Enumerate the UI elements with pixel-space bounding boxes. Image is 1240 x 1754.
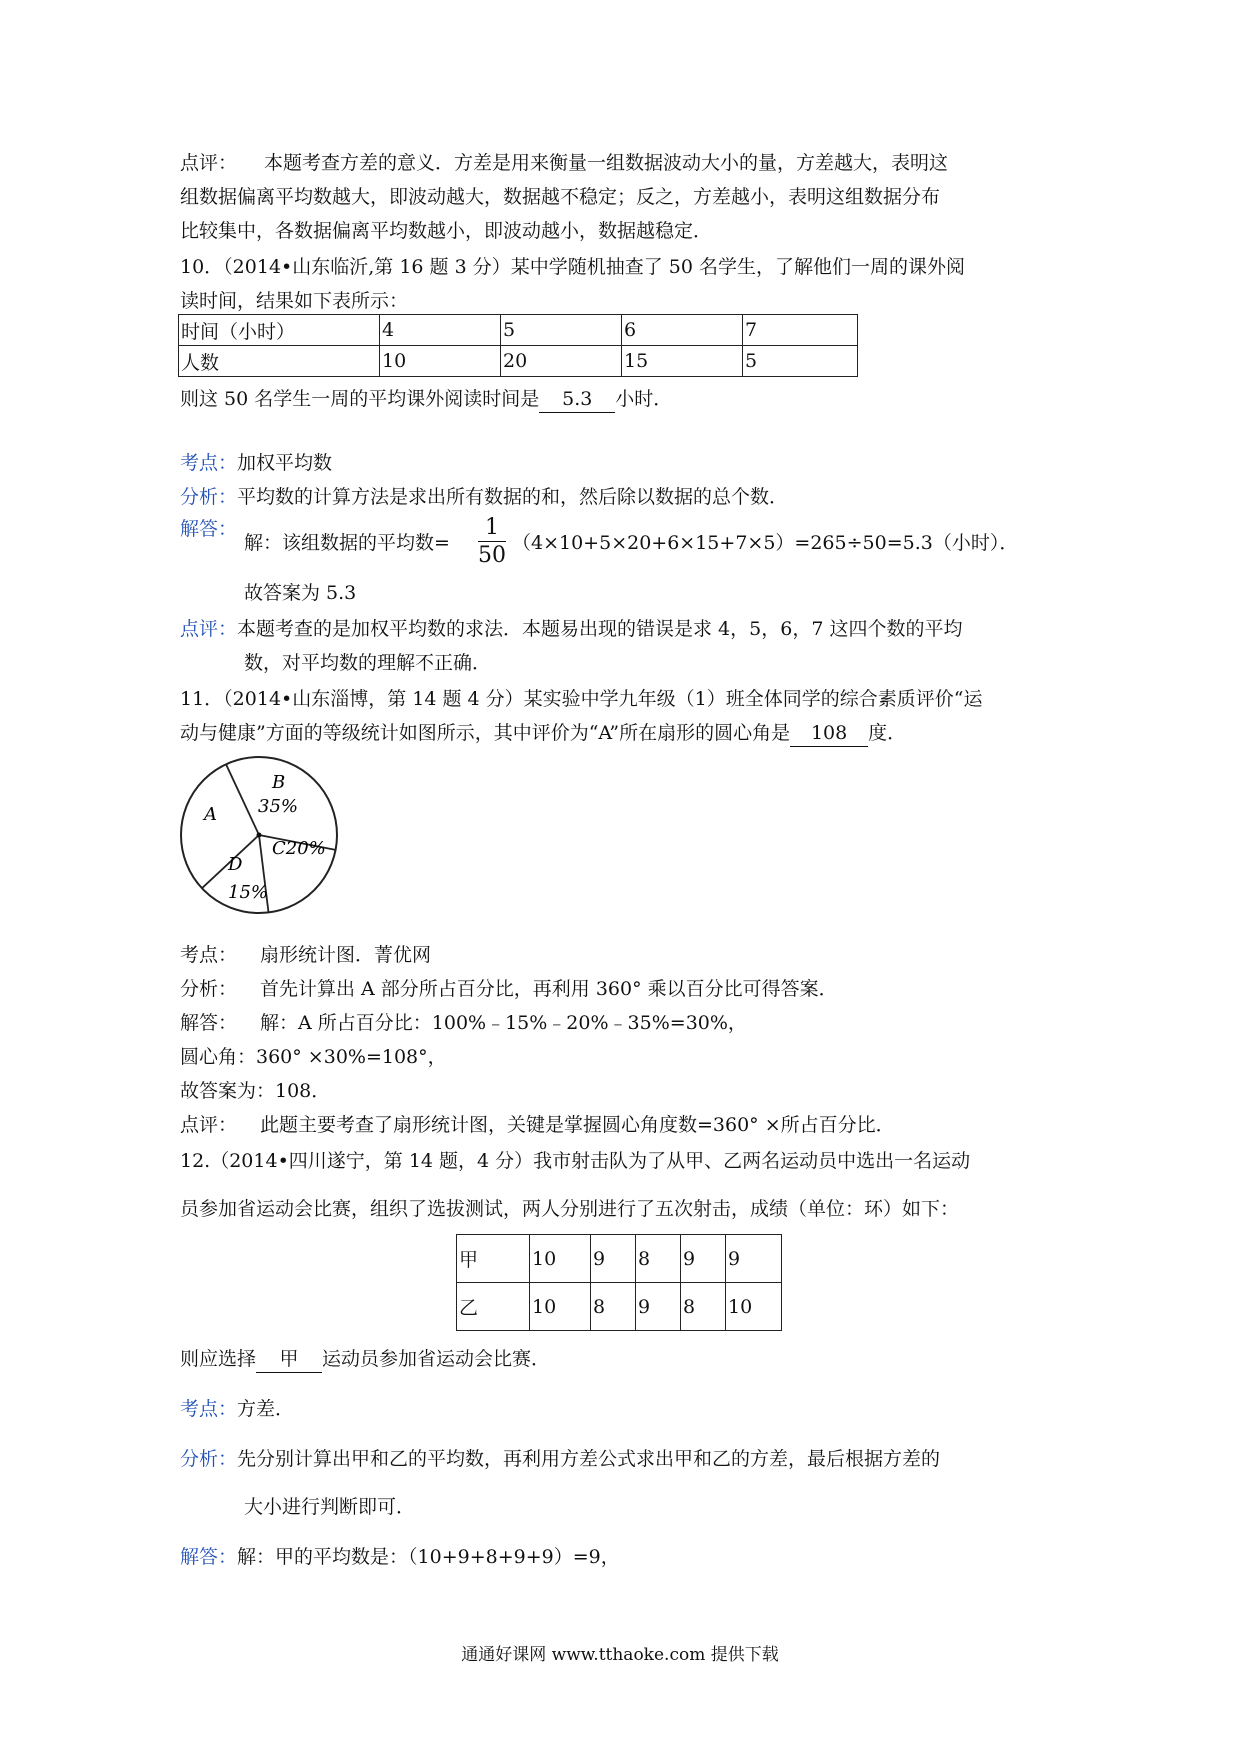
- q11-stem-line1: 11．（2014•山东淄博，第 14 题 4 分）某实验中学九年级（1）班全体同学的综合素质评价“运: [180, 688, 983, 710]
- answer-blank: 甲: [256, 1346, 322, 1373]
- table-cell: 10: [726, 1283, 782, 1331]
- pie-center: [257, 833, 262, 838]
- table-cell: 10: [380, 346, 501, 377]
- q12-answer-line: 则应选择 甲 运动员参加省运动会比赛．: [180, 1346, 550, 1373]
- table-row: [457, 1283, 782, 1331]
- q10-stem-line2: 读时间，结果如下表所示：: [180, 290, 409, 312]
- slice-label-d: D: [228, 854, 243, 875]
- fenxi-label: 分析：: [180, 1448, 238, 1470]
- q10-dianping: 点评：本题考查的是加权平均数的求法．本题易出现的错误是求 4，5，6，7 这四个数的平均: [180, 618, 963, 640]
- q12-fenxi-line2: 大小进行判断即可．: [244, 1496, 416, 1518]
- q11-pie-chart: [176, 752, 342, 918]
- table-cell: 6: [622, 315, 743, 346]
- q11-kaodian: 考点： 扇形统计图．菁优网: [180, 944, 432, 966]
- q12-jieda: 解答：解：甲的平均数是：（10+9+8+9+9）=9，: [180, 1546, 620, 1568]
- kaodian-label: 考点：: [180, 944, 238, 966]
- fenxi-label: 分析：: [180, 978, 238, 1000]
- table-cell: 5: [501, 315, 622, 346]
- q11-dianping: 点评： 此题主要考查了扇形统计图，关键是掌握圆心角度数=360° ×所占百分比．: [180, 1114, 895, 1136]
- table-row: [179, 346, 858, 377]
- fraction: [478, 515, 506, 570]
- page-footer: 通通好课网 www.tthaoke.com 提供下载: [461, 1645, 779, 1665]
- q11-fenxi: 分析： 首先计算出 A 部分所占百分比，再利用 360° 乘以百分比可得答案．: [180, 978, 838, 1000]
- table-cell: 20: [501, 346, 622, 377]
- table-cell: 9: [636, 1283, 681, 1331]
- slice-label-a: A: [204, 804, 217, 825]
- q12-kaodian: 考点：方差．: [180, 1398, 295, 1420]
- slice-boundary-b: [226, 764, 259, 835]
- q10-jieda-final: 故答案为 5.3: [244, 582, 357, 604]
- slice-value-d: 15%: [228, 882, 269, 903]
- table-cell: 9: [591, 1235, 636, 1283]
- table-cell: 15: [622, 346, 743, 377]
- fenxi-label: 分析：: [180, 486, 238, 508]
- jieda-label: 解答：: [180, 1546, 238, 1568]
- q11-jieda-line2: 圆心角：360° ×30%=108°，: [180, 1046, 447, 1068]
- q10-fenxi: 分析：平均数的计算方法是求出所有数据的和，然后除以数据的总个数．: [180, 486, 789, 508]
- q11-stem-line2: 动与健康”方面的等级统计如图所示，其中评价为“A”所在扇形的圆心角是 108 度．: [180, 720, 906, 747]
- q9-comment-line1: 点评： 本题考查方差的意义．方差是用来衡量一组数据波动大小的量，方差越大，表明这: [180, 152, 949, 174]
- table-cell: 10: [530, 1235, 591, 1283]
- slice-value-b: 35%: [258, 796, 299, 817]
- table-cell: 8: [681, 1283, 726, 1331]
- q12-score-table: [456, 1234, 782, 1331]
- fraction-numerator: 1: [478, 515, 506, 542]
- table-cell: 5: [743, 346, 858, 377]
- answer-blank: 5.3: [539, 386, 615, 413]
- table-cell: 人数: [179, 346, 380, 377]
- kaodian-label: 考点：: [180, 1398, 238, 1420]
- dianping-label: 点评：: [180, 618, 238, 640]
- q11-jieda-line3: 故答案为：108．: [180, 1080, 331, 1102]
- table-row: [179, 315, 858, 346]
- dianping-label: 点评：: [180, 1114, 238, 1136]
- table-cell: 甲: [457, 1235, 530, 1283]
- q10-dianping-line2: 数，对平均数的理解不正确．: [244, 652, 492, 674]
- q10-data-table: [178, 314, 858, 377]
- table-cell: 9: [726, 1235, 782, 1283]
- slice-value-c: C20%: [272, 838, 326, 859]
- table-cell: 4: [380, 315, 501, 346]
- table-cell: 乙: [457, 1283, 530, 1331]
- q11-jieda: 解答： 解：A 所占百分比：100%﹣15%﹣20%﹣35%=30%，: [180, 1012, 747, 1034]
- fraction-denominator: 50: [478, 543, 506, 568]
- q10-jieda-pre: 解：该组数据的平均数=: [244, 532, 450, 554]
- q10-jieda-post: （4×10+5×20+6×15+7×5）=265÷50=5.3（小时）．: [512, 532, 1019, 554]
- table-cell: 7: [743, 315, 858, 346]
- kaodian-label: 考点：: [180, 452, 238, 474]
- table-cell: 8: [636, 1235, 681, 1283]
- q9-comment-line3: 比较集中，各数据偏离平均数越小，即波动越小，数据越稳定．: [180, 220, 713, 242]
- q10-kaodian: 考点：加权平均数: [180, 452, 333, 474]
- table-cell: 9: [681, 1235, 726, 1283]
- table-row: [457, 1235, 782, 1283]
- q10-answer-line: 则这 50 名学生一周的平均课外阅读时间是 5.3 小时．: [180, 386, 672, 413]
- q12-stem-line2: 员参加省运动会比赛，组织了选拔测试，两人分别进行了五次射击，成绩（单位：环）如下：: [180, 1198, 960, 1220]
- q10-stem-line1: 10．（2014•山东临沂,第 16 题 3 分）某中学随机抽查了 50 名学生，了解他们一周的课外阅: [180, 256, 965, 278]
- q9-comment-line2: 组数据偏离平均数越大，即波动越大，数据越不稳定；反之，方差越小，表明这组数据分布: [180, 186, 941, 208]
- answer-blank: 108: [790, 720, 868, 747]
- q12-stem-line1: 12.（2014•四川遂宁，第 14 题，4 分）我市射击队为了从甲、乙两名运动员中选出一名运动: [180, 1150, 971, 1172]
- q10-jieda-label: 解答：: [180, 518, 238, 540]
- q12-fenxi: 分析：先分别计算出甲和乙的平均数，再利用方差公式求出甲和乙的方差，最后根据方差的: [180, 1448, 941, 1470]
- table-cell: 10: [530, 1283, 591, 1331]
- table-cell: 8: [591, 1283, 636, 1331]
- jieda-label: 解答：: [180, 1012, 238, 1034]
- table-cell: 时间（小时）: [179, 315, 380, 346]
- slice-label-b: B: [272, 772, 286, 793]
